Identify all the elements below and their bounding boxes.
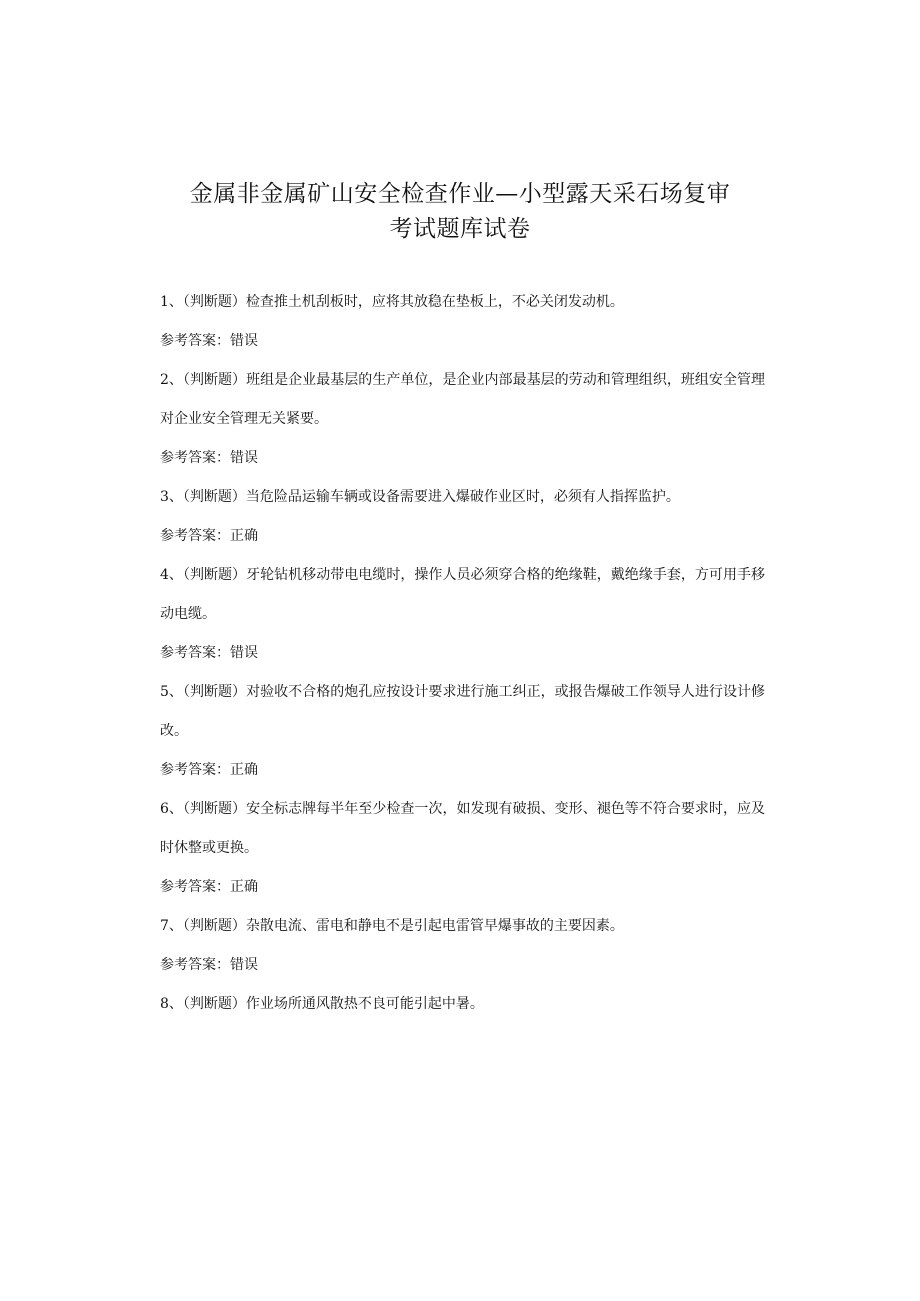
question-item xyxy=(160,361,765,478)
question-item xyxy=(160,673,765,790)
question-item xyxy=(160,907,765,985)
reference-answer: 参考答案：错误 xyxy=(160,333,258,349)
question-item xyxy=(160,790,765,907)
reference-answer: 参考答案：错误 xyxy=(160,645,258,661)
reference-answer: 参考答案：正确 xyxy=(160,879,258,895)
question-text: 3、（判断题）当危险品运输车辆或设备需要进入爆破作业区时，必须有人指挥监护。 xyxy=(160,489,680,505)
question-list xyxy=(160,283,765,1024)
reference-answer: 参考答案：错误 xyxy=(160,450,258,466)
question-text: 5、（判断题）对验收不合格的炮孔应按设计要求进行施工纠正，或报告爆破工作领导人进行设计修改。 xyxy=(160,684,765,739)
reference-answer: 参考答案：正确 xyxy=(160,528,258,544)
question-item xyxy=(160,283,765,361)
question-item xyxy=(160,556,765,673)
document-title-line-1: 金属非金属矿山安全检查作业—小型露天采石场复审 xyxy=(189,181,731,207)
question-text: 6、（判断题）安全标志牌每半年至少检查一次，如发现有破损、变形、褪色等不符合要求时，应及时休整或更换。 xyxy=(160,801,765,856)
reference-answer: 参考答案：正确 xyxy=(160,762,258,778)
question-text: 8、（判断题）作业场所通风散热不良可能引起中暑。 xyxy=(160,996,484,1012)
question-text: 4、（判断题）牙轮钻机移动带电电缆时，操作人员必须穿合格的绝缘鞋，戴绝缘手套，方可用手移动电缆。 xyxy=(160,567,765,622)
question-item xyxy=(160,985,765,1024)
question-item xyxy=(160,478,765,556)
reference-answer: 参考答案：错误 xyxy=(160,957,258,973)
question-text: 7、（判断题）杂散电流、雷电和静电不是引起电雷管早爆事故的主要因素。 xyxy=(160,918,624,934)
document-title-line-2: 考试题库试卷 xyxy=(389,216,531,242)
question-text: 1、（判断题）检查推土机刮板时，应将其放稳在垫板上，不必关闭发动机。 xyxy=(160,294,624,310)
question-text: 2、（判断题）班组是企业最基层的生产单位，是企业内部最基层的劳动和管理组织，班组安全管理对企业安全管理无关紧要。 xyxy=(160,372,765,427)
